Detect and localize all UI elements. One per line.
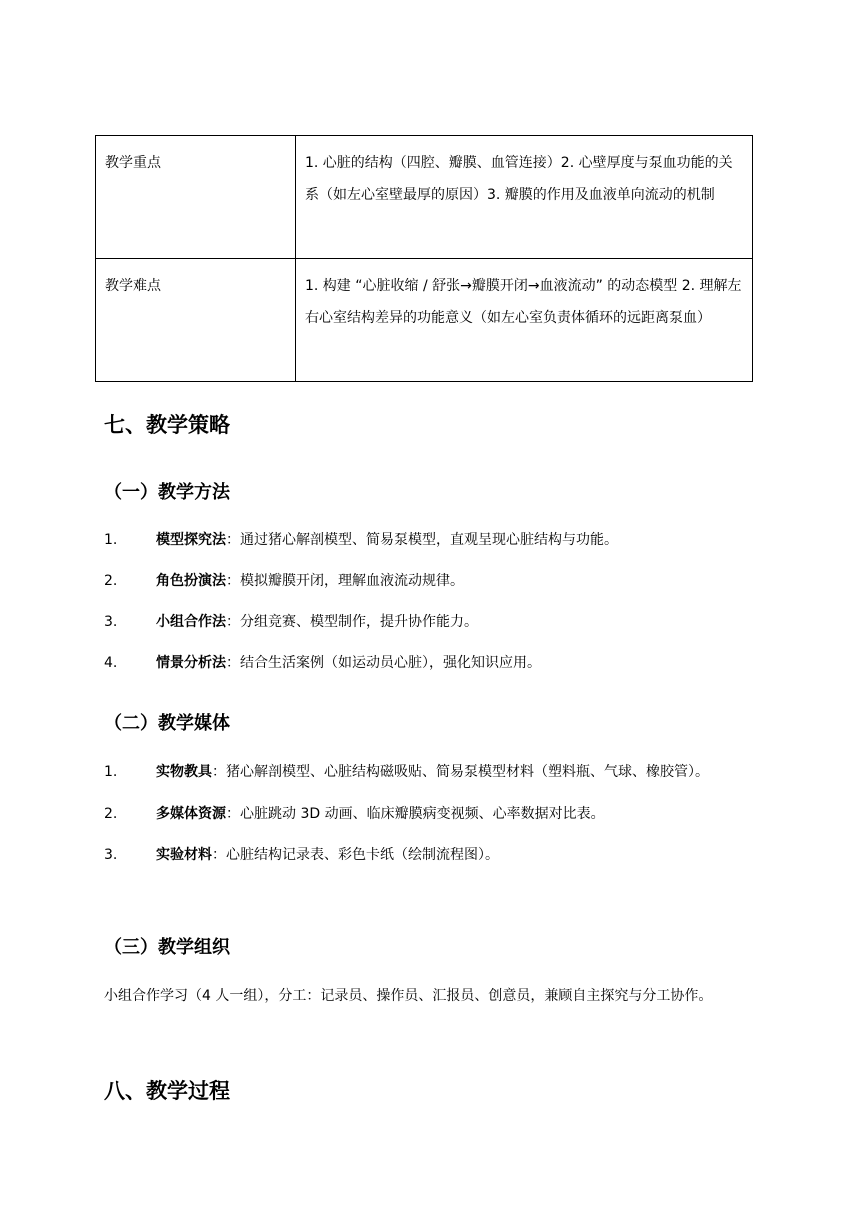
list-number: 4. [104,655,118,671]
list-item [104,757,754,788]
organization-paragraph: 小组合作学习（4 人一组），分工：记录员、操作员、汇报员、创意员，兼顾自主探究与分工协作。 [104,988,713,1004]
list-text: ：结合生活案例（如运动员心脏），强化知识应用。 [226,655,541,671]
list-term: 情景分析法 [156,655,226,671]
list-text: ：心脏跳动 3D 动画、临床瓣膜病变视频、心率数据对比表。 [226,806,605,822]
list-number: 1. [104,532,118,548]
list-text: ：猪心解剖模型、心脏结构磁吸贴、简易泵模型材料（塑料瓶、气球、橡胶管）。 [212,764,709,780]
list-term: 小组合作法 [156,614,226,630]
subsection-heading: （二）教学媒体 [104,713,230,734]
list-item [104,648,754,679]
list-item [104,607,754,638]
list-term: 角色扮演法 [156,573,226,589]
list-number: 1. [104,764,118,780]
list-text: ：心脏结构记录表、彩色卡纸（绘制流程图）。 [212,847,499,863]
list-item [104,525,754,556]
list-item [104,840,754,871]
section-heading: 八、教学过程 [104,1079,230,1103]
table-row [96,259,753,382]
table-cell-label: 教学重点 [96,136,296,259]
list-number: 3. [104,847,118,863]
list-text: ：分组竞赛、模型制作，提升协作能力。 [226,614,478,630]
list-text: ：模拟瓣膜开闭，理解血液流动规律。 [226,573,464,589]
list-item [104,566,754,597]
table-cell-content: 1. 构建 “心脏收缩 / 舒张→瓣膜开闭→血液流动” 的动态模型 2. 理解左右心室结构差异的功能意义（如左心室负责体循环的远距离泵血） [296,259,753,382]
subsection-heading: （一）教学方法 [104,482,230,503]
section-heading: 七、教学策略 [104,413,230,437]
list-term: 模型探究法 [156,532,226,548]
media-list [104,757,754,871]
list-term: 实验材料 [156,847,212,863]
list-item [104,799,754,830]
methods-list [104,525,754,679]
teaching-focus-table [95,135,753,382]
table-cell-content: 1. 心脏的结构（四腔、瓣膜、血管连接）2. 心壁厚度与泵血功能的关系（如左心室壁最厚的原因）3. 瓣膜的作用及血液单向流动的机制 [296,136,753,259]
list-text: ：通过猪心解剖模型、简易泵模型，直观呈现心脏结构与功能。 [226,532,618,548]
list-term: 实物教具 [156,764,212,780]
list-term: 多媒体资源 [156,806,226,822]
list-number: 2. [104,806,118,822]
list-number: 2. [104,573,118,589]
subsection-heading: （三）教学组织 [104,937,230,958]
table-cell-label: 教学难点 [96,259,296,382]
table-row [96,136,753,259]
list-number: 3. [104,614,118,630]
